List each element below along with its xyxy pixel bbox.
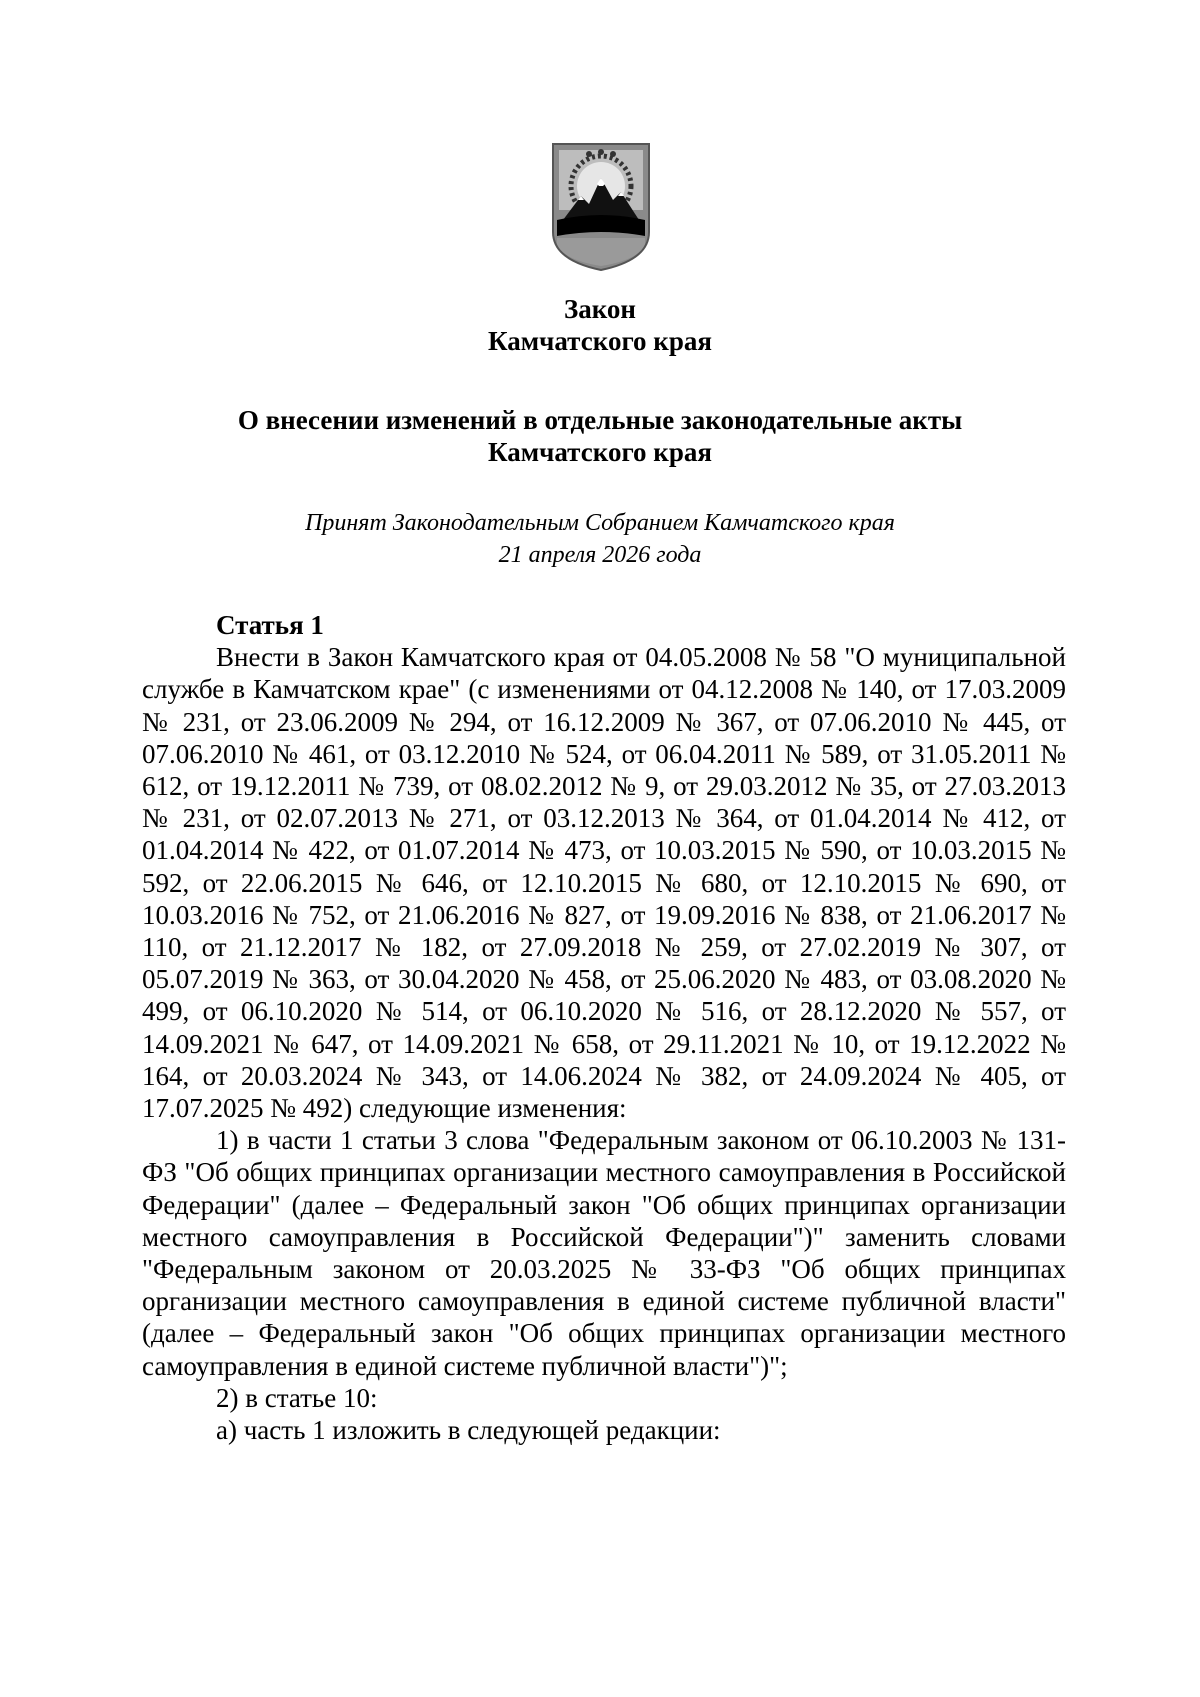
adoption-date: 21 апреля 2026 года	[498, 542, 702, 568]
article-1-heading: Статья 1	[216, 610, 324, 640]
law-title-line1: Закон	[563, 294, 636, 324]
law-subject-line2: Камчатского края	[488, 437, 712, 467]
law-subject	[0, 404, 1200, 468]
law-title	[0, 293, 1200, 357]
law-subject-line1: О внесении изменений в отдельные законодательные акты	[237, 405, 963, 435]
adoption-note	[0, 507, 1200, 571]
article-1-intro: Внести в Закон Камчатского края от 04.05.2008 № 58 "О муниципальной службе в Камчатском крае" (с изменениями от 04.12.2008 № 140, от 17.03.2009 № 231, от 23.06.2009 № 294, от 16.12.2009 № 367, от 07.06.2010 № 445, от 07.06.2010 № 461, от 03.12.2010 № 524, от 06.04.2011 № 589, от 31.05.2011 № 612, от 19.12.2011 № 739, от 08.02.2012 № 9, от 29.03.2012 № 35, от 27.03.2013 № 231, от 02.07.2013 № 271, от 03.12.2013 № 364, от 01.04.2014 № 412, от 01.04.2014 № 422, от 01.07.2014 № 473, от 10.03.2015 № 590, от 10.03.2015 № 592, от 22.06.2015 № 646, от 12.10.2015 № 680, от 12.10.2015 № 690, от 10.03.2016 № 752, от 21.06.2016 № 827, от 19.09.2016 № 838, от 21.06.2017 № 110, от 21.12.2017 № 182, от 27.09.2018 № 259, от 27.02.2019 № 307, от 05.07.2019 № 363, от 30.04.2020 № 458, от 25.06.2020 № 483, от 03.08.2020 № 499, от 06.10.2020 № 514, от 06.10.2020 № 516, от 28.12.2020 № 557, от 14.09.2021 № 647, от 14.09.2021 № 658, от 29.11.2021 № 10, от 19.12.2022 № 164, от 20.03.2024 № 343, от 14.06.2024 № 382, от 24.09.2024 № 405, от 17.07.2025 № 492) следующие изменения:	[142, 642, 1066, 1124]
article-1-item-1: 1) в части 1 статьи 3 слова "Федеральным законом от 06.10.2003 № 131-ФЗ "Об общих принципах организации местного самоуправления в Российской Федерации" (далее – Федеральный закон "Об общих принципах организации местного самоуправления в Российской Федерации")" заменить словами "Федеральным законом от 20.03.2025 № 33-ФЗ "Об общих принципах организации местного самоуправления в единой системе публичной власти" (далее – Федеральный закон "Об общих принципах организации местного самоуправления в единой системе публичной власти")";	[142, 1125, 1066, 1381]
adoption-note-line1: Принят Законодательным Собранием Камчатского края	[305, 510, 895, 536]
article-1	[142, 609, 1066, 1446]
law-title-line2: Камчатского края	[488, 326, 712, 356]
kamchatka-coat-of-arms-icon	[549, 140, 653, 272]
article-1-item-2: 2) в статье 10:	[216, 1382, 378, 1413]
article-1-item-2a: а) часть 1 изложить в следующей редакции:	[216, 1415, 721, 1446]
